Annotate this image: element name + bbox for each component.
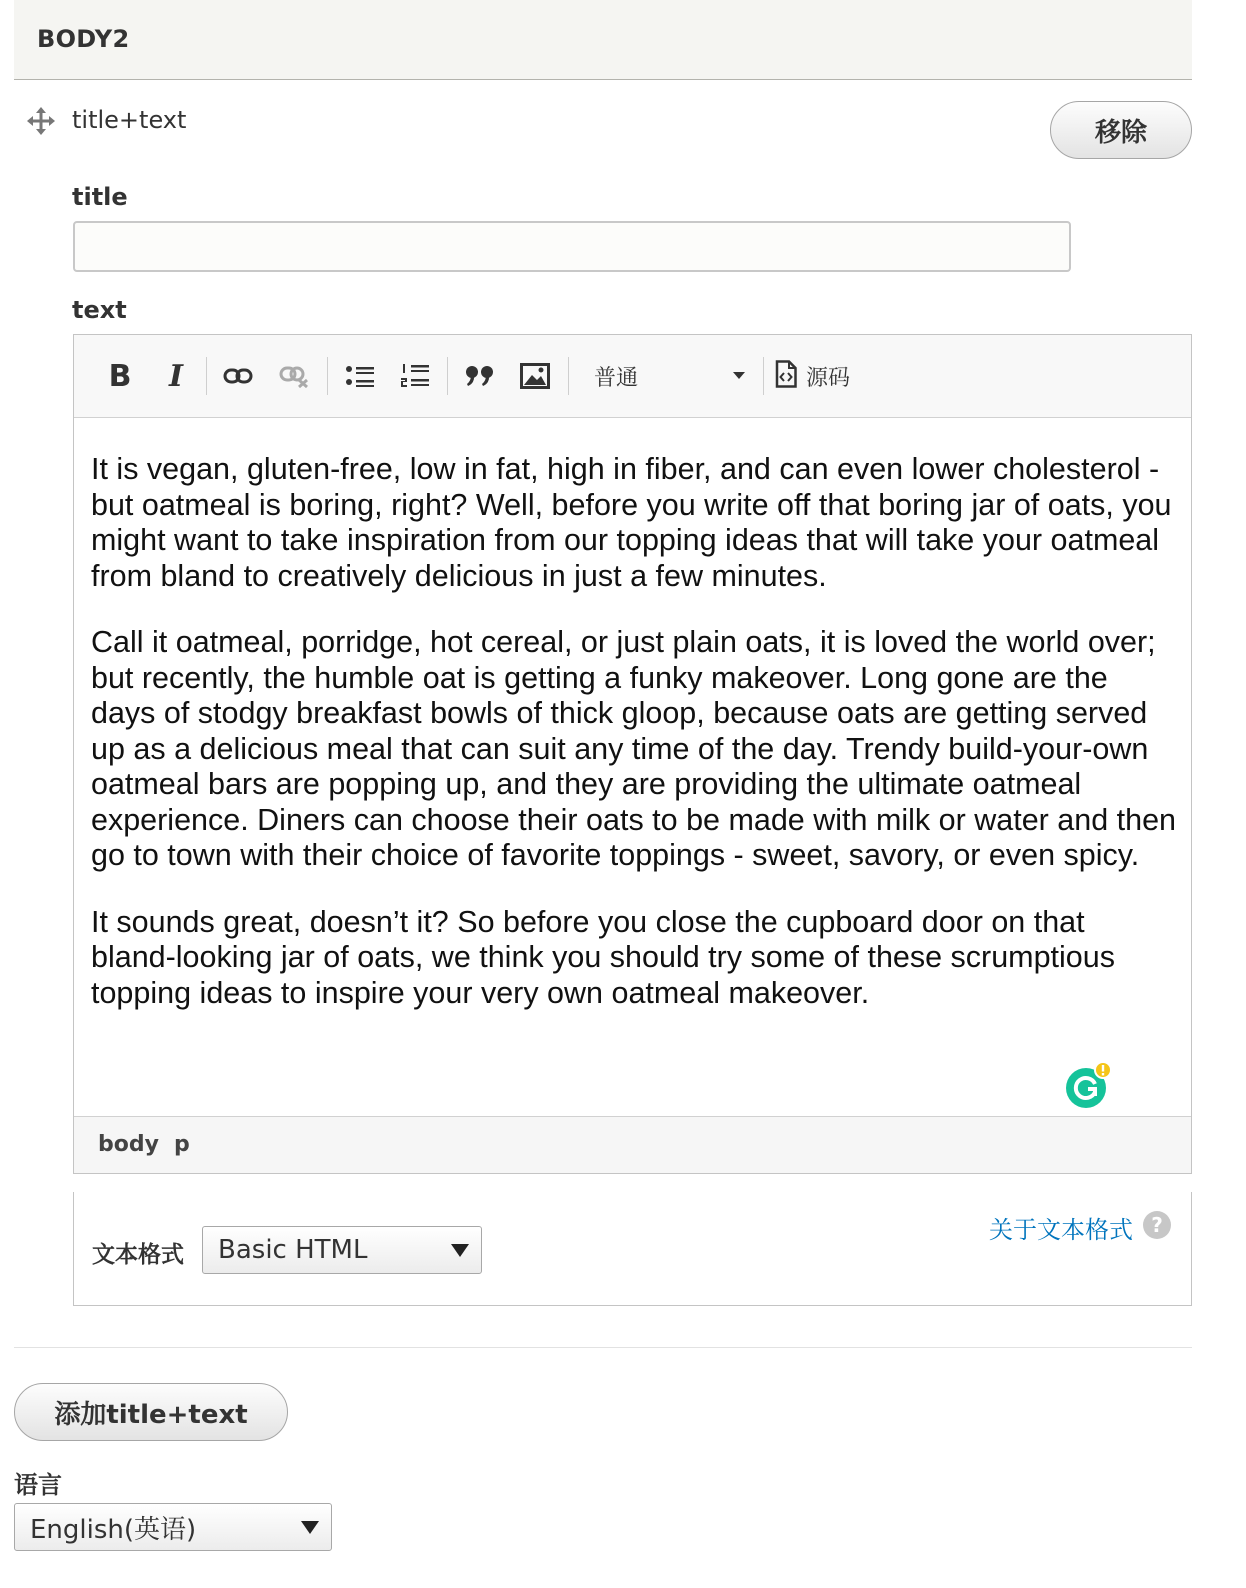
toolbar-separator [206,357,207,395]
paragraph-format-value: 普通 [594,365,639,391]
text-format-select[interactable] [202,1226,482,1274]
divider [14,1347,1192,1348]
unlink-icon[interactable] [272,355,316,397]
text-format-label: 文本格式 [92,1242,184,1268]
chevron-down-icon [733,372,745,379]
toolbar-separator [568,357,569,395]
remove-button[interactable]: 移除 [1050,101,1192,159]
about-text-formats-link[interactable]: 关于文本格式 [989,1216,1133,1244]
path-item-body[interactable]: body [98,1132,159,1157]
rich-text-editor [73,334,1192,1174]
toolbar-separator [447,357,448,395]
content-paragraph: It sounds great, doesn’t it? So before you close the cupboard door on that bland-looking jar of oats, we think you should try some of these scrumptious topping ideas to inspire your very own oatmeal makeover. [91,904,1115,1010]
section-title: BODY2 [37,25,130,53]
text-format-wrapper [73,1192,1192,1306]
paragraph-format-dropdown[interactable] [579,355,749,397]
text-format-value: Basic HTML [218,1235,368,1265]
path-item-p[interactable]: p [174,1132,190,1157]
source-button-label: 源码 [806,365,851,391]
toolbar-separator [763,357,764,395]
source-button[interactable] [774,355,850,397]
language-value: English(英语) [30,1514,197,1545]
paragraph-type-label: title+text [72,106,187,134]
dropdown-arrow-icon [451,1244,469,1257]
bulleted-list-icon[interactable] [338,355,382,397]
image-icon[interactable] [513,355,557,397]
text-field-label: text [72,296,127,324]
title-input[interactable] [73,221,1071,272]
section-header [14,0,1192,80]
bold-button[interactable]: B [108,358,132,394]
content-paragraph: It is vegan, gluten-free, low in fat, high in fiber, and can even lower cholesterol - but oatmeal is boring, right? Well, before you write off that boring jar of oats, you might want to take inspiration from our topping ideas that will take your oatmeal from bland to creatively delicious in just a few minutes. [91,452,1172,593]
help-icon[interactable]: ? [1143,1211,1171,1239]
source-code-icon [774,360,798,392]
drag-handle-icon[interactable] [27,107,55,135]
add-title-text-button[interactable]: 添加title+text [14,1383,288,1441]
dropdown-arrow-icon [301,1521,319,1534]
editor-toolbar [74,335,1191,418]
element-path-bar [74,1116,1191,1173]
title-field-label: title [72,183,128,211]
language-label: 语言 [14,1471,62,1499]
editor-content[interactable] [91,452,1176,1042]
link-icon[interactable] [216,355,260,397]
toolbar-separator [327,357,328,395]
blockquote-icon[interactable] [458,355,502,397]
italic-button[interactable]: I [168,358,184,394]
grammarly-icon[interactable] [1064,1062,1110,1108]
content-paragraph: Call it oatmeal, porridge, hot cereal, or just plain oats, it is loved the world over; but recently, the humble oat is getting a funky makeover. Long gone are the days of stodgy breakfast bowls of thick gloop, because oats are getting served up as a delicious meal that can suit any time of the day. Trendy build-your-own oatmeal bars are popping up, and they are providing the ultimate oatmeal experience. Diners can choose their oats to be made with milk or water and then go to town with their choice of favorite toppings - sweet, savory, or even spicy. [91,625,1177,872]
language-select[interactable] [14,1503,332,1551]
numbered-list-icon[interactable] [393,355,437,397]
